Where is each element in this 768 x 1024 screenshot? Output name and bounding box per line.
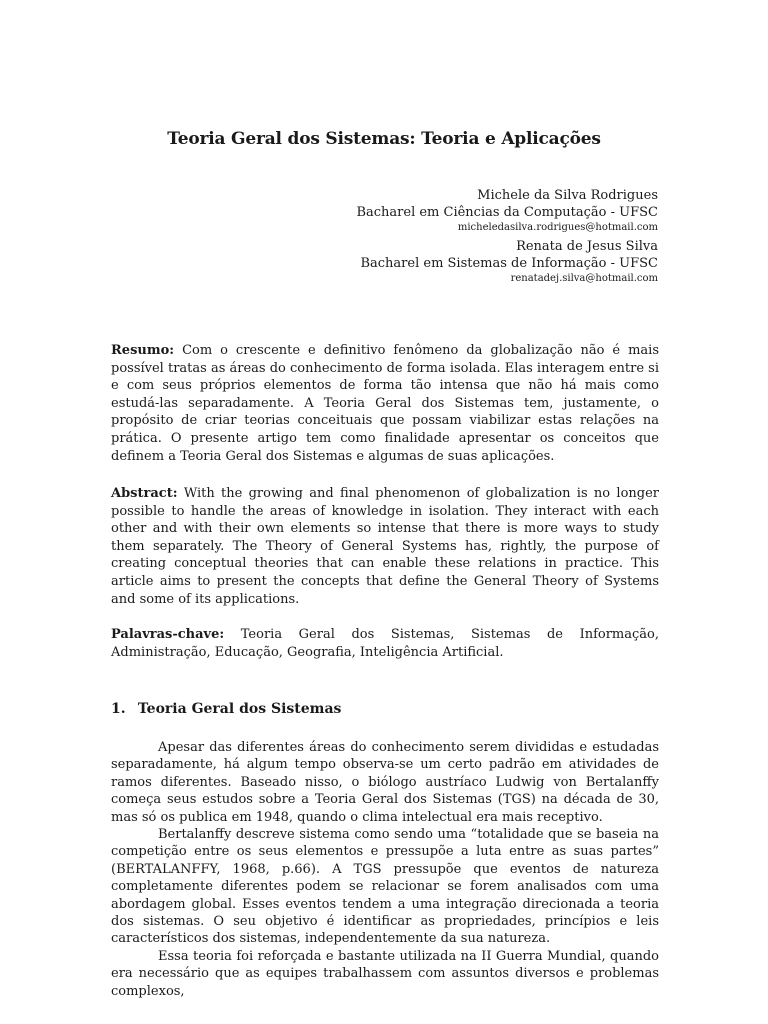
abstract-paragraph [111, 485, 659, 608]
body-paragraph: Bertalanffy descreve sistema como sendo uma “totalidade que se baseia na competição entre os seus elementos e pressupõe a luta entre as suas partes” (BERTALANFFY, 1968, p.66). A TGS pressupõe que eventos de natureza completamente diferentes podem se relacionar se forem analisados com uma abordagem global. Esses eventos tendem a uma integração direcionada a teoria dos sistemas. O seu objetivo é identificar as propriedades, princípios e leis característicos dos sistemas, independentemente da sua natureza. [111, 827, 659, 947]
section-title: Teoria Geral dos Sistemas [137, 701, 342, 717]
author-affiliation: Bacharel em Sistemas de Informação - UFSC [360, 256, 658, 271]
author-name: Michele da Silva Rodrigues [477, 188, 658, 203]
resumo-label: Resumo: [111, 343, 175, 358]
abstract-text: With the growing and final phenomenon of globalization is no longer possible to handle the areas of knowledge in isolation. They interact with each other and with their own elements so intense that there is more ways to study them separately. The Theory of General Systems has, rightly, the purpose of creating conceptual theories that can enable these relations in practice. This article aims to present the concepts that define the General Theory of Systems and some of its applications. [111, 486, 660, 607]
author-email[interactable]: renatadej.silva@hotmail.com [510, 273, 658, 284]
keywords-label: Palavras-chave: [111, 627, 225, 642]
author-affiliation: Bacharel em Ciências da Computação - UFSC [356, 205, 658, 220]
keywords-text: Teoria Geral dos Sistemas, Sistemas de Informação, Administração, Educação, Geografia, Inteligência Artificial. [111, 627, 659, 660]
resumo-paragraph [111, 342, 659, 465]
resumo-text: Com o crescente e definitivo fenômeno da globalização não é mais possível tratas as áreas do conhecimento de forma isolada. Elas interagem entre si e com seus próprios elementos de forma tão intensa que não há mais como estudá-las separadamente. A Teoria Geral dos Sistemas tem, justamente, o propósito de criar teorias conceituais que possam viabilizar estas relações na prática. O presente artigo tem como finalidade apresentar os conceitos que definem a Teoria Geral dos Sistemas e algumas de suas aplicações. [111, 343, 659, 464]
section-body [111, 739, 659, 1000]
author-email[interactable]: micheledasilva.rodrigues@hotmail.com [457, 222, 658, 233]
paper-title: Teoria Geral dos Sistemas: Teoria e Aplicações [167, 129, 601, 149]
abstract-label: Abstract: [111, 486, 178, 501]
author-block [238, 187, 658, 289]
section-heading [111, 701, 341, 717]
body-paragraph: Essa teoria foi reforçada e bastante utilizada na II Guerra Mundial, quando era necessário que as equipes trabalhassem com assuntos diversos e problemas complexos, [111, 948, 659, 999]
body-paragraph: Apesar das diferentes áreas do conhecimento serem divididas e estudadas separadamente, há algum tempo observa-se um certo padrão em atividades de ramos diferentes. Baseado nisso, o biólogo austríaco Ludwig von Bertalanffy começa seus estudos sobre a Teoria Geral dos Sistemas (TGS) na década de 30, mas só os publica em 1948, quando o clima intelectual era mais receptivo. [111, 740, 659, 825]
section-number: 1. [111, 701, 126, 717]
keywords-paragraph [111, 626, 659, 661]
author-name: Renata de Jesus Silva [516, 239, 658, 254]
